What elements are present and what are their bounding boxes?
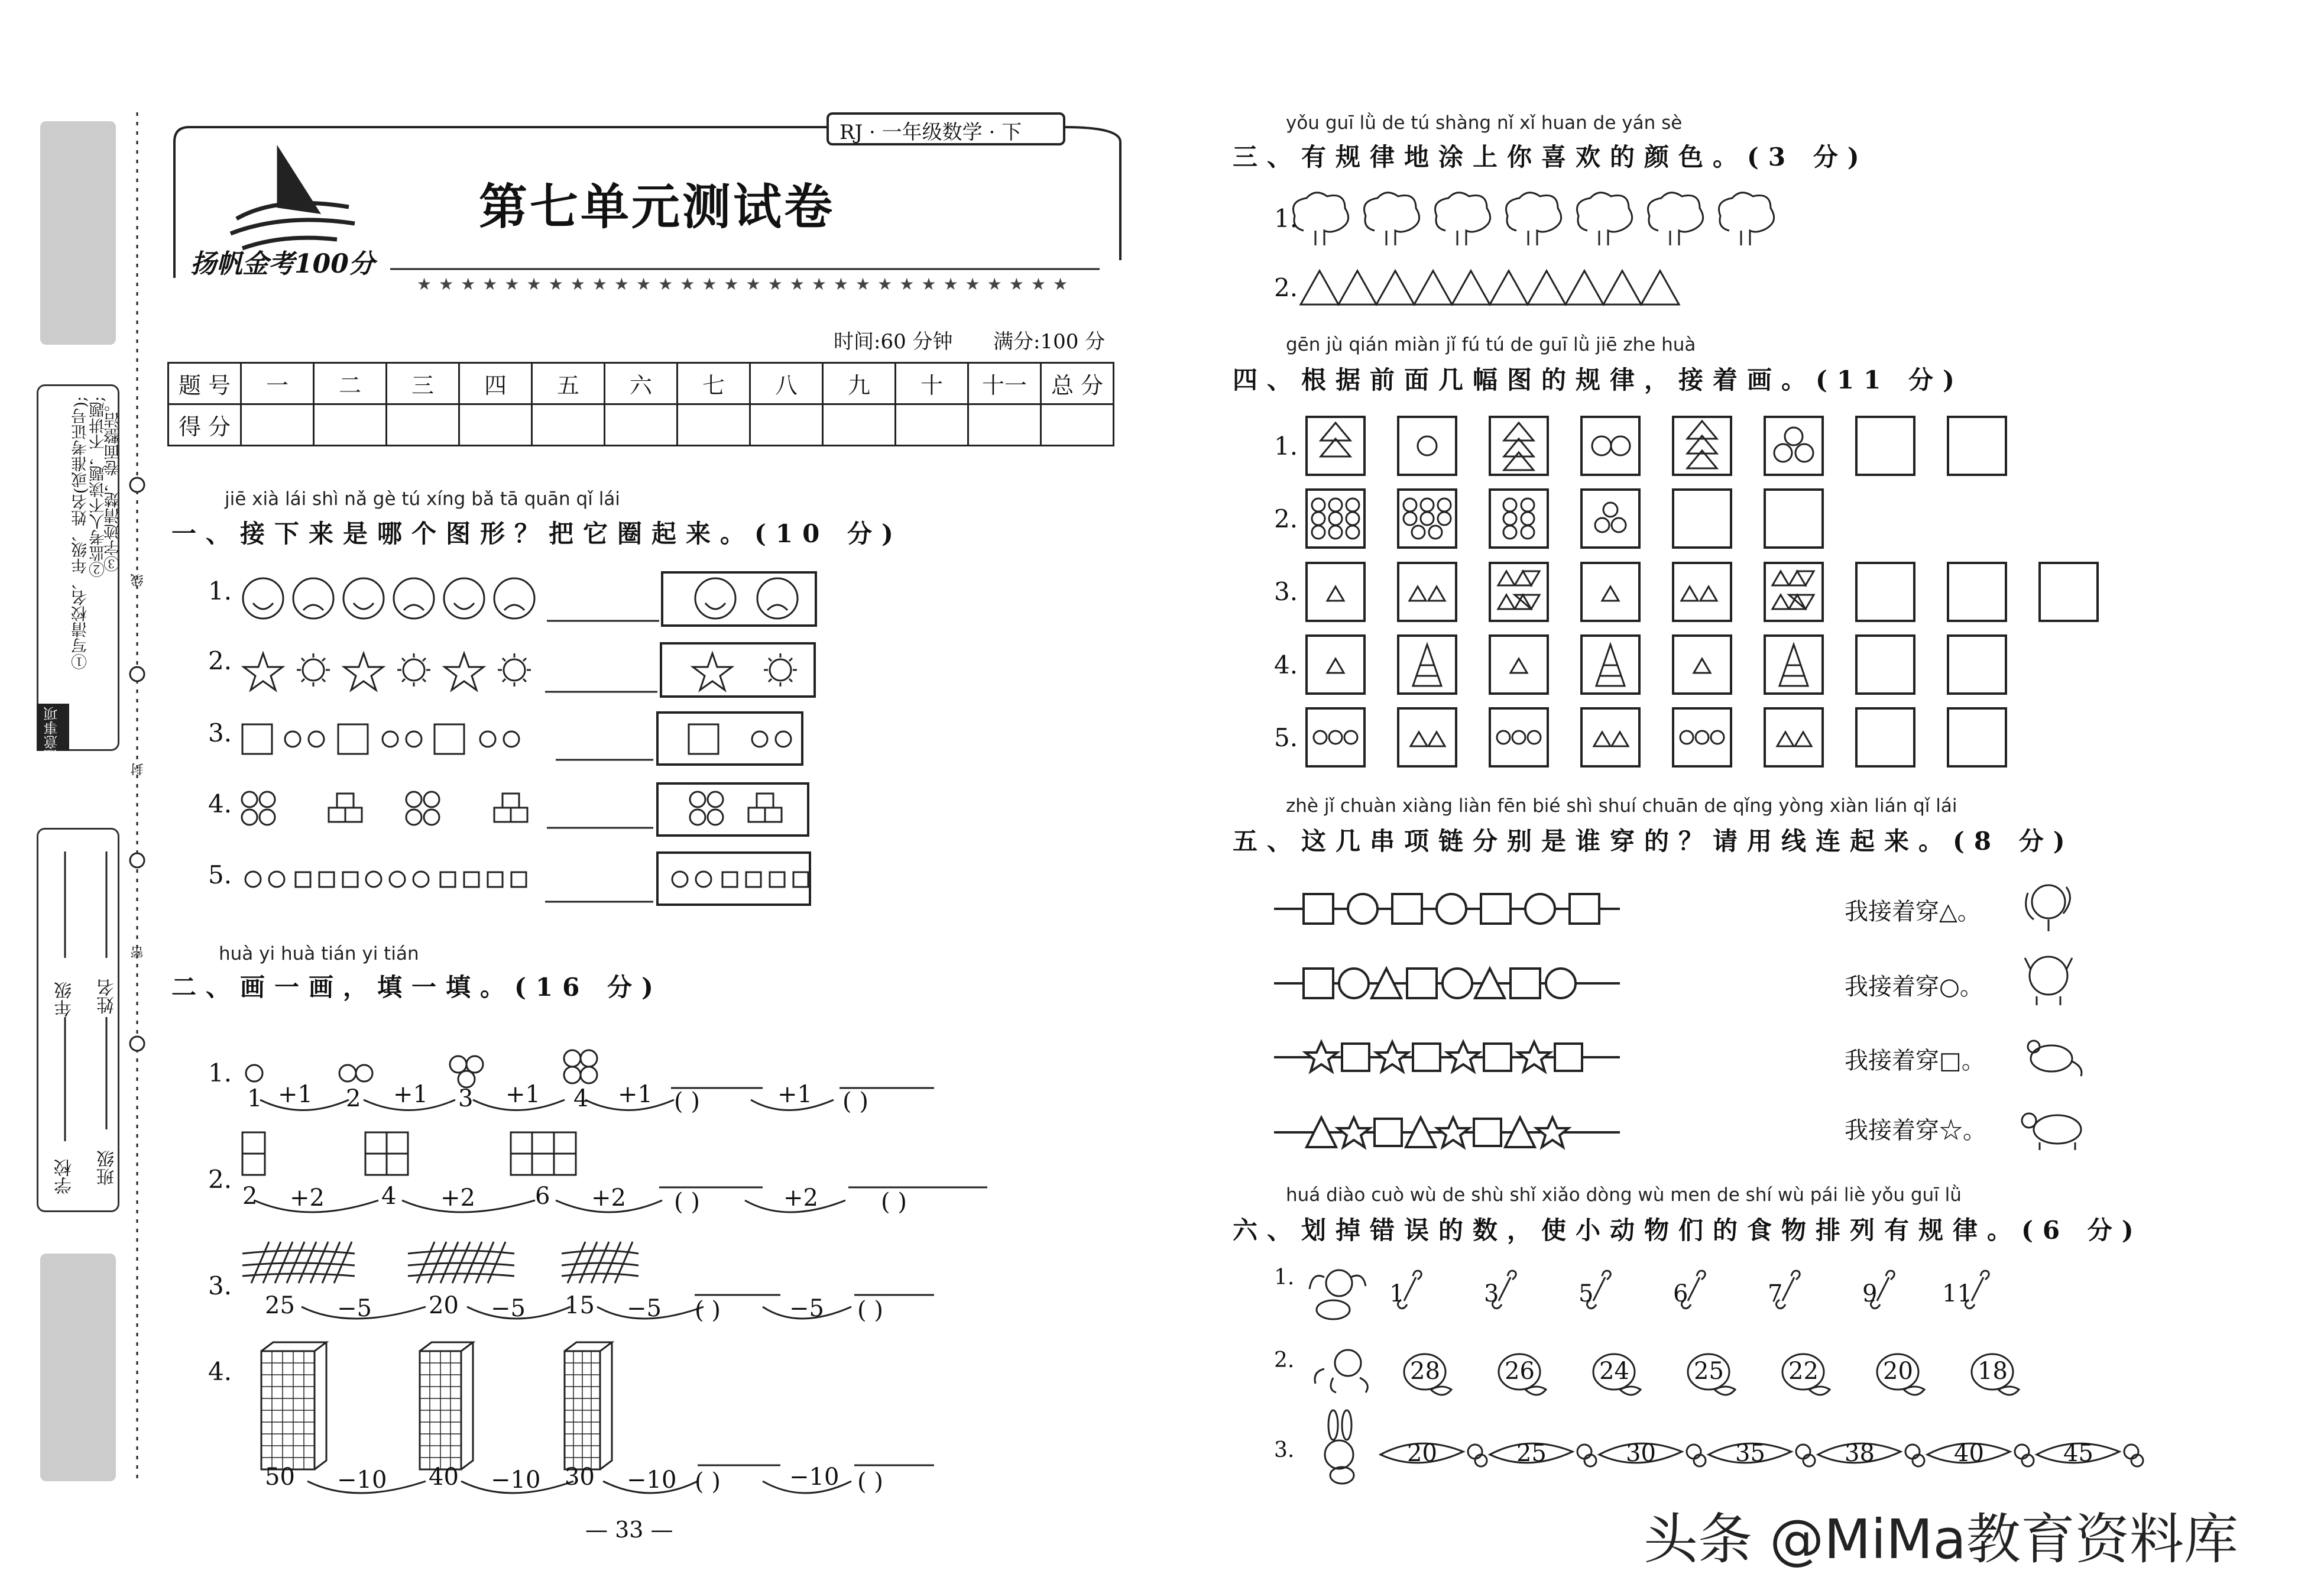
seq2-answer[interactable]: ( ): [674, 1189, 700, 1216]
notes-title: 注意事项: [44, 707, 60, 763]
sec2-q3-number: 3.: [208, 1271, 232, 1300]
peach-number[interactable]: 28: [1410, 1358, 1440, 1385]
score-col-10: 十: [896, 363, 968, 404]
peach-number[interactable]: 22: [1788, 1358, 1819, 1385]
peach-number[interactable]: 20: [1883, 1358, 1913, 1385]
sec5-title: 五、这几串项链分别是谁穿的？请用线连起来。(8 分): [1233, 827, 2075, 856]
sec3-q1-number: 1.: [1274, 204, 1298, 233]
seq1-term: 2: [346, 1085, 361, 1112]
seq3-op: −5: [627, 1295, 662, 1322]
score-row-label: 得 分: [168, 404, 241, 446]
seq1-op: +1: [393, 1081, 428, 1108]
sec4-q5-number: 5.: [1274, 723, 1298, 752]
necklace-answer-1[interactable]: 我接着穿△。: [1845, 898, 1981, 925]
score-cell[interactable]: [750, 404, 823, 446]
seq4-op: −10: [337, 1466, 387, 1494]
score-cell[interactable]: [241, 404, 314, 446]
exam-time: 时间:60 分钟: [834, 330, 953, 354]
score-col-9: 九: [823, 363, 896, 404]
sec6-pinyin: huá diào cuò wù de shù shǐ xiǎo dòng wù men de shí wù pái liè yǒu guī lǜ: [1286, 1184, 1962, 1206]
cut-line-label: 线: [131, 574, 145, 587]
score-cell[interactable]: [823, 404, 896, 446]
sec2-q1-number: 1.: [208, 1058, 232, 1087]
seq2-term: 4: [381, 1183, 397, 1210]
necklace-answer-2[interactable]: 我接着穿○。: [1845, 973, 1983, 1000]
seq1-answer[interactable]: ( ): [674, 1088, 700, 1115]
sec2-q4-number: 4.: [208, 1357, 232, 1386]
necklace-answer-3[interactable]: 我接着穿□。: [1845, 1047, 1985, 1074]
score-table: [167, 362, 1114, 446]
seq4-op: −10: [491, 1466, 541, 1494]
seq3-op: −5: [337, 1295, 372, 1322]
score-col-8: 八: [750, 363, 823, 404]
page-number: — 33 —: [585, 1517, 673, 1543]
name-label: 姓名: [97, 979, 118, 1014]
seq2-term: 2: [242, 1183, 258, 1210]
sec6-q2-number: 2.: [1274, 1348, 1295, 1372]
score-col-7: 七: [678, 363, 750, 404]
score-col-2: 二: [314, 363, 387, 404]
score-col-label: 题 号: [168, 363, 241, 404]
sec2-title: 二、画一画，填一填。(16 分): [171, 973, 663, 1002]
carrot-number[interactable]: 45: [2063, 1440, 2093, 1467]
sec1-title: 一、接下来是哪个图形？把它圈起来。(10 分): [171, 519, 903, 548]
bone-number[interactable]: 6: [1673, 1280, 1688, 1307]
sec3-title: 三、有规律地涂上你喜欢的颜色。(3 分): [1233, 143, 1869, 171]
seq3-answer[interactable]: ( ): [857, 1297, 883, 1324]
note-1: ①写清校名、年级、姓名(或准考证号);: [72, 396, 90, 670]
bone-number[interactable]: 5: [1578, 1280, 1594, 1307]
exam-full-score: 满分:100 分: [993, 330, 1106, 354]
score-table-header-row: [168, 363, 1114, 404]
seq4-term: 40: [429, 1463, 459, 1491]
score-cell[interactable]: [1041, 404, 1114, 446]
seq3-term: 25: [265, 1292, 295, 1319]
sec2-q2-number: 2.: [208, 1165, 232, 1194]
seal-label: 封: [131, 763, 145, 776]
sec1-q3-number: 3.: [208, 718, 232, 747]
score-col-4: 四: [459, 363, 532, 404]
sec2-pinyin: huà yi huà tián yi tián: [219, 943, 419, 964]
sec4-q2-number: 2.: [1274, 504, 1298, 533]
seq1-op: +1: [618, 1081, 653, 1108]
seq3-term: 20: [429, 1292, 459, 1319]
necklace-answer-4[interactable]: 我接着穿☆。: [1845, 1117, 1986, 1144]
carrot-number[interactable]: 35: [1735, 1440, 1765, 1467]
sec4-title: 四、根据前面几幅图的规律，接着画。(11 分): [1233, 365, 1964, 394]
sec6-q3-number: 3.: [1274, 1438, 1295, 1462]
bone-number[interactable]: 9: [1862, 1280, 1878, 1307]
bone-number[interactable]: 3: [1484, 1280, 1499, 1307]
sec3-pinyin: yǒu guī lǜ de tú shàng nǐ xǐ huan de yán sè: [1286, 112, 1683, 134]
score-col-1: 一: [241, 363, 314, 404]
seq2-answer[interactable]: ( ): [881, 1189, 907, 1216]
seq3-op: −5: [491, 1295, 526, 1322]
seq1-op: +1: [777, 1081, 812, 1108]
score-cell[interactable]: [459, 404, 532, 446]
seq1-term: 4: [573, 1085, 589, 1112]
score-cell[interactable]: [968, 404, 1041, 446]
note-3: ③字迹清楚，卷面整洁。: [104, 396, 122, 572]
seq2-op: +2: [440, 1184, 475, 1212]
score-cell[interactable]: [387, 404, 459, 446]
score-col-3: 三: [387, 363, 459, 404]
score-cell[interactable]: [314, 404, 387, 446]
carrot-number[interactable]: 40: [1954, 1440, 1984, 1467]
seq4-op: −10: [627, 1466, 677, 1494]
grade-label: 年级: [54, 982, 75, 1017]
seq1-term: 1: [247, 1085, 262, 1112]
score-cell[interactable]: [532, 404, 605, 446]
class-label: 班级: [97, 1150, 118, 1186]
seq4-answer[interactable]: ( ): [695, 1468, 721, 1495]
sec1-q5-number: 5.: [208, 860, 232, 889]
bone-number[interactable]: 11: [1942, 1280, 1972, 1307]
seq4-term: 30: [565, 1463, 595, 1491]
score-col-6: 六: [605, 363, 678, 404]
seq3-op: −5: [789, 1295, 824, 1322]
peach-number[interactable]: 24: [1599, 1358, 1629, 1385]
sec4-q4-number: 4.: [1274, 650, 1298, 679]
sec3-q2-number: 2.: [1274, 273, 1298, 302]
seq4-answer[interactable]: ( ): [857, 1468, 883, 1495]
seq2-op: +2: [591, 1184, 626, 1212]
sec5-pinyin: zhè jǐ chuàn xiàng liàn fēn bié shì shuí chuān de qǐng yòng xiàn lián qǐ lái: [1286, 795, 1957, 817]
sec4-q1-number: 1.: [1274, 432, 1298, 461]
carrot-number[interactable]: 30: [1626, 1440, 1656, 1467]
seq3-answer[interactable]: ( ): [695, 1297, 721, 1324]
sec6-q1-number: 1.: [1274, 1265, 1295, 1290]
fold-label: 密: [131, 946, 145, 959]
sec4-q3-number: 3.: [1274, 577, 1298, 606]
score-col-total: 总 分: [1041, 363, 1114, 404]
seq2-op: +2: [290, 1184, 325, 1212]
seq1-term: 3: [458, 1085, 474, 1112]
carrot-number[interactable]: 38: [1845, 1440, 1875, 1467]
score-cell[interactable]: [605, 404, 678, 446]
carrot-number[interactable]: 20: [1407, 1440, 1437, 1467]
sec4-pinyin: gēn jù qián miàn jǐ fú tú de guī lǜ jiē zhe huà: [1286, 334, 1696, 355]
page-title: 第七单元测试卷: [479, 179, 835, 235]
seq2-op: +2: [783, 1184, 818, 1212]
seq1-answer[interactable]: ( ): [842, 1088, 868, 1115]
peach-number[interactable]: 25: [1694, 1358, 1724, 1385]
sec6-title: 六、划掉错误的数，使小动物们的食物排列有规律。(6 分): [1233, 1216, 2143, 1245]
seq1-op: +1: [278, 1081, 313, 1108]
watermark-text: 头条 @MiMa教育资料库: [1644, 1508, 2238, 1571]
sec1-q1-number: 1.: [208, 577, 232, 605]
brand-logo-text: 扬帆金考100分: [190, 249, 375, 279]
score-cell[interactable]: [896, 404, 968, 446]
note-2: ②监考人不读题，不讲题;: [89, 396, 108, 578]
peach-number[interactable]: 26: [1505, 1358, 1535, 1385]
svg-text:★★★★★★★★★★★★★★★★★★★★★★★★★★★★★★: ★★★★★★★★★★★★★★★★★★★★★★★★★★★★★★: [417, 274, 1075, 294]
seq3-term: 15: [565, 1292, 595, 1319]
seq2-term: 6: [535, 1183, 550, 1210]
peach-number[interactable]: 18: [1978, 1358, 2008, 1385]
score-table-score-row: [168, 404, 1114, 446]
seq4-term: 50: [265, 1463, 295, 1491]
sec1-q2-number: 2.: [208, 646, 232, 675]
carrot-number[interactable]: 25: [1516, 1440, 1547, 1467]
score-col-11: 十一: [968, 363, 1041, 404]
score-cell[interactable]: [678, 404, 750, 446]
score-col-5: 五: [532, 363, 605, 404]
seq4-op: −10: [789, 1463, 840, 1491]
bone-number[interactable]: 7: [1768, 1280, 1783, 1307]
bone-number[interactable]: 1: [1389, 1280, 1405, 1307]
school-label: 学校: [54, 1159, 75, 1194]
sec1-pinyin: jiē xià lái shì nǎ gè tú xíng bǎ tā quān qǐ lái: [225, 488, 620, 510]
sec1-q4-number: 4.: [208, 789, 232, 818]
seq1-op: +1: [505, 1081, 540, 1108]
edition-badge: RJ · 一年级数学 · 下: [840, 121, 1022, 144]
